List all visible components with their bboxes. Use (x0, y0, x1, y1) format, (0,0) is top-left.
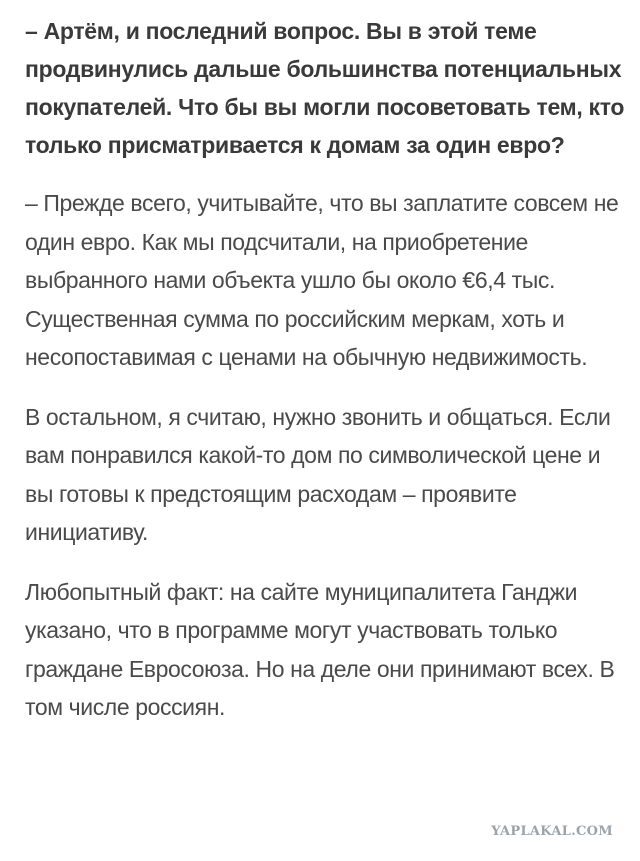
interview-question: – Артём, и последний вопрос. Вы в этой теме продвинулись дальше большинства потенциальных покупателей. Что бы вы могли посоветовать тем, кто только присматривается к домам за один евро? (25, 18, 625, 158)
site-watermark: YAPLAKAL.COM (491, 824, 613, 839)
article-body (25, 12, 625, 748)
fact-paragraph: Любопытный факт: на сайте муниципалитета Ганджи указано, что в программе могут участвовать только граждане Евросоюза. Но на деле они принимают всех. В том числе россиян. (25, 578, 615, 720)
answer-paragraph-2: В остальном, я считаю, нужно звонить и общаться. Если вам понравился какой-то дом по символической цене и вы готовы к предстоящим расходам – проявите инициативу. (25, 403, 611, 545)
answer-paragraph-1: – Прежде всего, учитывайте, что вы заплатите совсем не один евро. Как мы подсчитали, на приобретение выбранного нами объекта ушло бы около €6,4 тыс. Существенная сумма по российским меркам, хоть и несопоставимая с ценами на обычную недвижимость. (25, 190, 619, 370)
